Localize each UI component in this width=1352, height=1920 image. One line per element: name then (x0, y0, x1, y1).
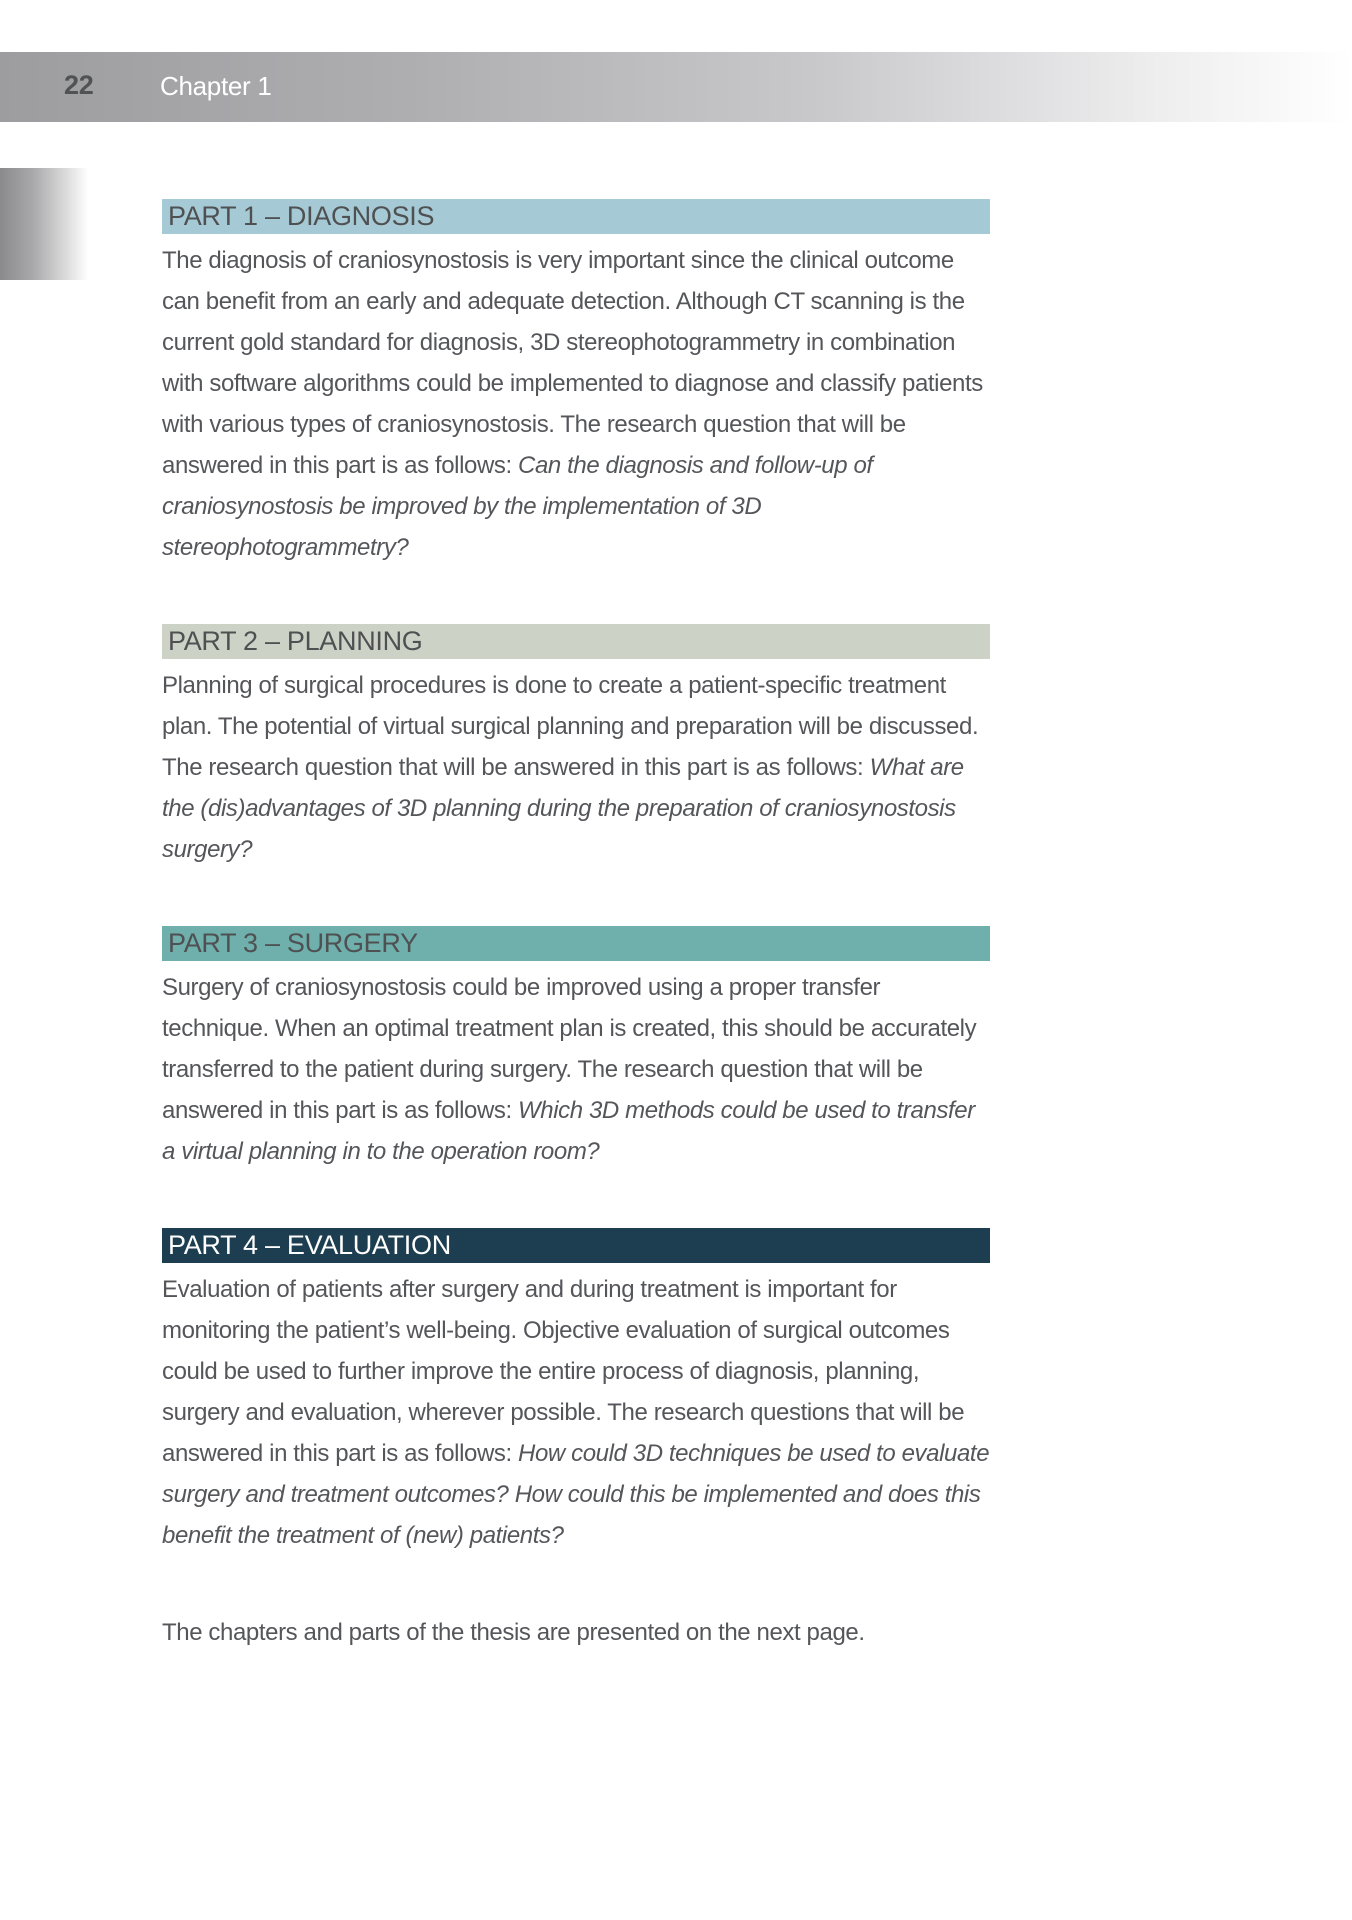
chapter-header-bar (0, 52, 1352, 122)
section-part-4-evaluation (162, 1228, 990, 1556)
part-4-body-lead: Evaluation of patients after surgery and during treatment is important for monitoring the patient’s well-being. Objective evaluation of surgical outcomes could be used to further improve the entire process of diagnosis, planning, surgery and evaluation, wherever possible. The research questions that will be answered in this part is as follows: (162, 1276, 965, 1467)
part-3-banner: PART 3 – SURGERY (162, 926, 990, 961)
section-part-3-surgery (162, 926, 990, 1172)
part-2-body-lead: Planning of surgical procedures is done to create a patient-specific treatment plan. The potential of virtual surgical planning and preparation will be discussed. The research question that will be answered in this part is as follows: (162, 672, 979, 781)
page-number: 22 (64, 70, 94, 100)
part-2-body (162, 665, 990, 870)
part-1-body (162, 240, 990, 568)
part-4-banner: PART 4 – EVALUATION (162, 1228, 990, 1263)
section-part-1-diagnosis (162, 199, 990, 568)
part-1-banner: PART 1 – DIAGNOSIS (162, 199, 990, 234)
part-1-research-question: Can the diagnosis and follow-up of craniosynostosis be improved by the implementation of 3D stereophotogrammetry? (162, 452, 873, 561)
part-3-research-question: Which 3D methods could be used to transfer a virtual planning in to the operation room? (162, 1097, 975, 1165)
part-3-body-lead: Surgery of craniosynostosis could be improved using a proper transfer technique. When an optimal treatment plan is created, this should be accurately transferred to the patient during surgery. The research question that will be answered in this part is as follows: (162, 974, 977, 1124)
part-4-body (162, 1269, 990, 1556)
closing-line: The chapters and parts of the thesis are presented on the next page. (162, 1619, 865, 1646)
part-2-banner: PART 2 – PLANNING (162, 624, 990, 659)
section-part-2-planning (162, 624, 990, 870)
part-2-research-question: What are the (dis)advantages of 3D planning during the preparation of craniosynostosis surgery? (162, 754, 964, 863)
chapter-accent-gradient (0, 168, 92, 280)
part-1-body-lead: The diagnosis of craniosynostosis is very important since the clinical outcome can benefit from an early and adequate detection. Although CT scanning is the current gold standard for diagnosis, 3D stereophotogrammetry in combination with software algorithms could be implemented to diagnose and classify patients with various types of craniosynostosis. The research question that will be answered in this part is as follows: (162, 247, 983, 479)
chapter-label: Chapter 1 (160, 71, 272, 101)
part-3-body (162, 967, 990, 1172)
page-content (162, 199, 990, 1653)
part-4-research-question: How could 3D techniques be used to evaluate surgery and treatment outcomes? How could this be implemented and does this benefit the treatment of (new) patients? (162, 1440, 990, 1549)
